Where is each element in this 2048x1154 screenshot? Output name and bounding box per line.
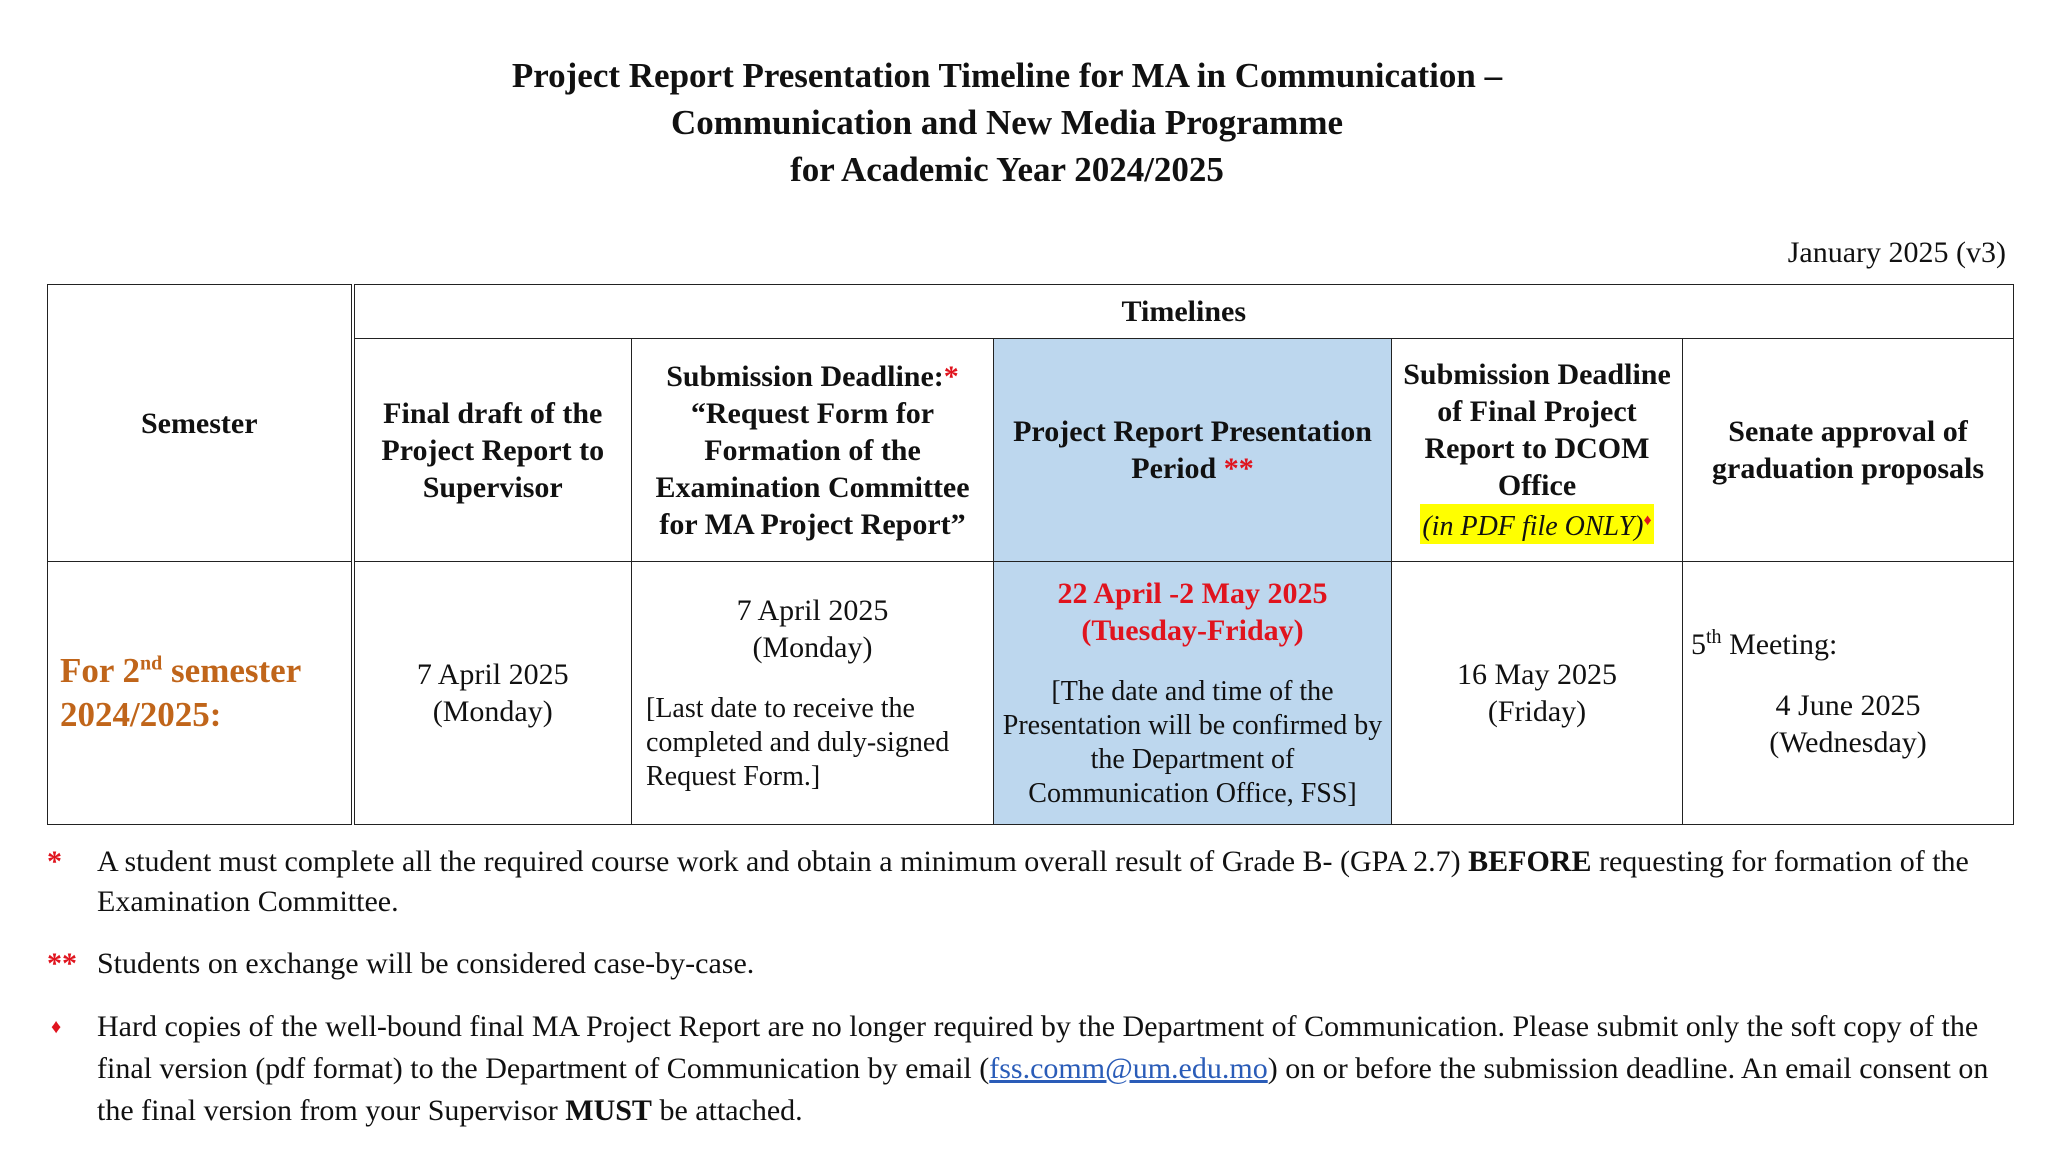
final-draft-date: 7 April 2025 [416, 658, 569, 691]
footnote-3-text-b: ) on or before the submission deadline. An email consent on the final version from your Supervisor [97, 1052, 1989, 1127]
senate-approval-date: 4 June 2025 [1775, 688, 1921, 722]
request-form-cell [632, 562, 994, 825]
semester-prefix: For 2 [60, 651, 141, 690]
footnote-3 [47, 1006, 2007, 1132]
meeting-number: 5 [1691, 627, 1706, 661]
request-form-header-rest: “Request Form for Formation of the Examination Committee for MA Project Report” [655, 396, 970, 541]
meeting-label [1691, 626, 2005, 663]
version-label: January 2025 (v3) [1787, 236, 2006, 269]
request-form-header-prefix: Submission Deadline: [666, 359, 944, 393]
footnote-1-bold: BEFORE [1468, 845, 1592, 878]
timeline-table [47, 284, 2014, 825]
final-report-deadline-header-text: Submission Deadline of Final Project Report to DCOM Office [1403, 358, 1671, 502]
presentation-period-date: 22 April -2 May 2025 [1057, 577, 1328, 610]
senate-approval-cell [1683, 562, 2014, 825]
semester-cell [48, 562, 353, 825]
final-report-deadline-cell [1392, 562, 1683, 825]
pdf-only-note [1420, 504, 1653, 544]
presentation-period-note: [The date and time of the Presentation will be confirmed by the Department of Communication Office, FSS] [1002, 676, 1383, 809]
footnote-3-text [97, 1006, 2007, 1132]
request-form-header [632, 339, 994, 562]
request-form-day: (Monday) [752, 631, 873, 664]
title-line-3: for Academic Year 2024/2025 [790, 150, 1224, 189]
semester-sup: nd [140, 652, 163, 675]
presentation-period-cell [994, 562, 1392, 825]
double-asterisk-mark: ** [1223, 452, 1254, 485]
presentation-period-header-text: Project Report Presentation Period [1013, 415, 1372, 485]
final-report-date: 16 May 2025 [1457, 658, 1617, 691]
meeting-label-text: Meeting: [1729, 627, 1838, 661]
presentation-period-header [994, 339, 1392, 562]
diamond-icon: ♦ [1643, 512, 1652, 529]
pdf-only-note-text: (in PDF file ONLY) [1422, 511, 1644, 542]
footnote-1-text [97, 842, 2007, 922]
final-draft-header: Final draft of the Project Report to Supervisor [353, 339, 632, 562]
footnote-3-bold: MUST [565, 1094, 652, 1127]
footnote-3-mark: ♦ [51, 1016, 62, 1038]
presentation-period-day: (Tuesday-Friday) [1081, 614, 1304, 647]
footnote-3-text-a: Hard copies of the well-bound final MA Project Report are no longer required by the Department of Communication. Please submit only the soft copy of the final version (pdf format) to the Department of Communication by email ( [97, 1010, 1979, 1085]
semester-header: Semester [48, 285, 353, 562]
footnote-1-mark: * [47, 845, 62, 878]
footnote-2-mark: ** [47, 947, 77, 980]
email-link[interactable]: fss.comm@um.edu.mo [989, 1052, 1268, 1085]
title-line-2: Communication and New Media Programme [670, 103, 1344, 142]
document-title [0, 52, 2014, 193]
timelines-header: Timelines [353, 285, 2014, 339]
meeting-sup: th [1706, 625, 1722, 648]
final-report-deadline-header [1392, 339, 1683, 562]
footnote-1-text-a: A student must complete all the required course work and obtain a minimum overall result of Grade B- (GPA 2.7) [97, 845, 1469, 878]
title-line-1: Project Report Presentation Timeline for MA in Communication – [511, 56, 1503, 95]
senate-approval-day: (Wednesday) [1769, 725, 1927, 759]
semester-year: 2024/2025: [60, 695, 222, 734]
asterisk-mark: * [943, 359, 959, 393]
final-draft-cell [353, 562, 632, 825]
request-form-date: 7 April 2025 [736, 594, 889, 627]
semester-suffix: semester [162, 651, 302, 690]
footnote-2 [47, 944, 2007, 984]
senate-approval-header: Senate approval of graduation proposals [1683, 339, 2014, 562]
footnote-2-text: Students on exchange will be considered case-by-case. [97, 947, 755, 980]
footnote-1-text-b: requesting for formation of the Examination Committee. [97, 845, 1969, 918]
footnote-3-text-c: be attached. [651, 1094, 803, 1127]
final-draft-day: (Monday) [432, 695, 553, 728]
request-form-note: [Last date to receive the completed and duly-signed Request Form.] [646, 693, 950, 792]
final-report-day: (Friday) [1487, 695, 1587, 728]
footnote-1 [47, 842, 2007, 922]
footnotes [47, 842, 2007, 1154]
